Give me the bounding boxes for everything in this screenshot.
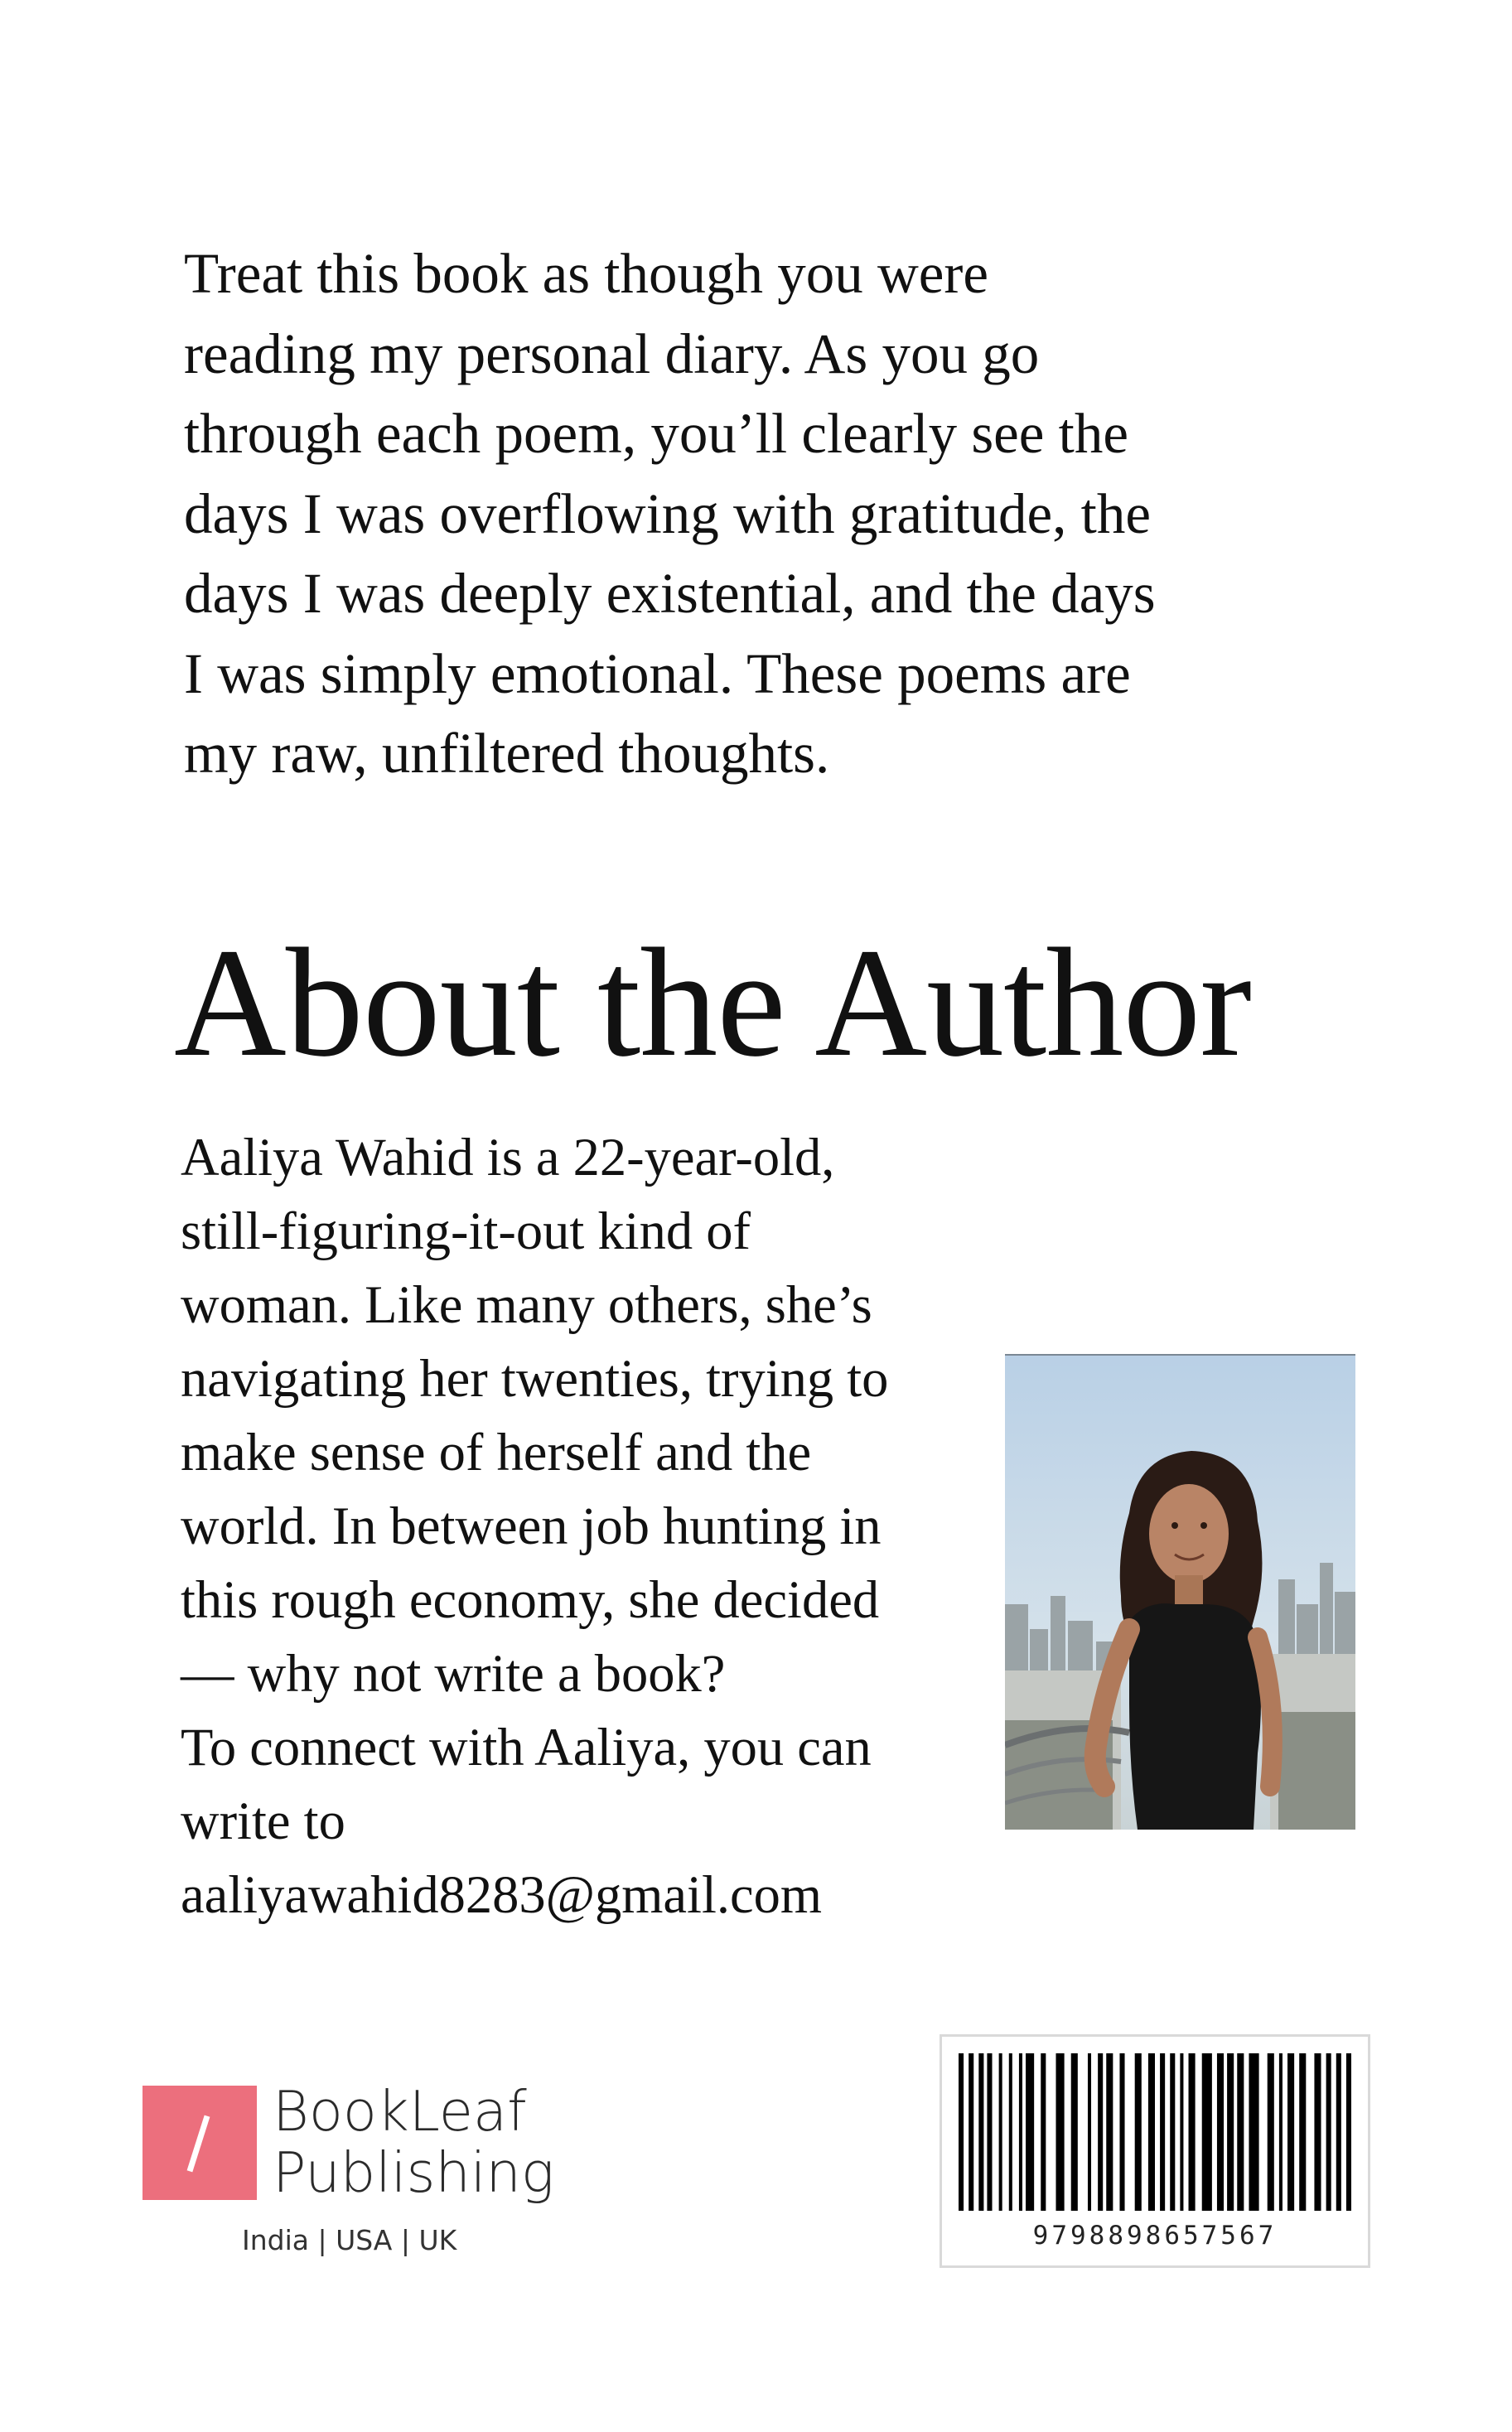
slash-icon (143, 2086, 257, 2200)
barcode-bar (1202, 2053, 1212, 2211)
barcode-bar (1249, 2053, 1258, 2211)
about-author-heading: About the Author (174, 916, 1251, 1089)
blurb-line: days I was overflowing with gratitude, the (184, 481, 1151, 545)
isbn-barcode (940, 2034, 1370, 2268)
barcode-bars (959, 2053, 1351, 2211)
barcode-bar (959, 2053, 964, 2211)
barcode-bar (1237, 2053, 1244, 2211)
bio-line: world. In between job hunting in (181, 1496, 882, 1555)
blurb-line: Treat this book as though you were (184, 242, 989, 305)
bio-line: make sense of herself and the (181, 1423, 812, 1482)
blurb-line: I was simply emotional. These poems are (184, 641, 1131, 705)
publisher-name-line: BookLeaf (273, 2079, 527, 2144)
back-cover-blurb (184, 234, 1261, 794)
bio-line: — why not write a book? (181, 1644, 726, 1703)
barcode-bar (1148, 2053, 1155, 2211)
blurb-line: through each poem, you’ll clearly see the (184, 402, 1128, 465)
barcode-bar (987, 2053, 992, 2211)
barcode-bar (1160, 2053, 1165, 2211)
publisher-name (273, 2081, 554, 2203)
barcode-bar (1346, 2053, 1351, 2211)
bio-line: this rough economy, she decided (181, 1570, 880, 1629)
blurb-line: days I was deeply existential, and the days (184, 562, 1156, 625)
bio-line: still-figuring-it-out kind of (181, 1201, 751, 1260)
barcode-bar (999, 2053, 1002, 2211)
barcode-bar (1009, 2053, 1012, 2211)
bio-line: woman. Like many others, she’s (181, 1275, 872, 1334)
barcode-bar (1019, 2053, 1022, 2211)
bio-line: Aaliya Wahid is a 22-year-old, (181, 1128, 835, 1187)
barcode-bar (1056, 2053, 1064, 2211)
barcode-bar (1299, 2053, 1306, 2211)
barcode-bar (1279, 2053, 1283, 2211)
publisher-regions: India | USA | UK (242, 2224, 457, 2256)
barcode-bar (1106, 2053, 1113, 2211)
barcode-bar (1217, 2053, 1224, 2211)
bio-line: To connect with Aaliya, you can (181, 1718, 872, 1777)
author-photo (1005, 1354, 1355, 1830)
author-bio (181, 1120, 1009, 1932)
barcode-bar (1189, 2053, 1196, 2211)
barcode-bar (1119, 2053, 1124, 2211)
author-email: aaliyawahid8283@gmail.com (181, 1865, 823, 1924)
barcode-bar (1135, 2053, 1142, 2211)
barcode-bar (1326, 2053, 1331, 2211)
barcode-bar (1227, 2053, 1234, 2211)
publisher-logo (143, 2079, 573, 2268)
barcode-bar (969, 2053, 973, 2211)
barcode-bar (978, 2053, 983, 2211)
barcode-bar (1170, 2053, 1175, 2211)
barcode-bar (1041, 2053, 1046, 2211)
bio-line: write to (181, 1791, 345, 1850)
blurb-line: my raw, unfiltered thoughts. (184, 722, 830, 785)
barcode-bar (1026, 2053, 1034, 2211)
barcode-bar (1314, 2053, 1321, 2211)
blurb-line: reading my personal diary. As you go (184, 322, 1040, 385)
barcode-bar (1336, 2053, 1341, 2211)
barcode-bar (1098, 2053, 1103, 2211)
barcode-bar (1088, 2053, 1091, 2211)
barcode-bar (1071, 2053, 1078, 2211)
bio-line: navigating her twenties, trying to (181, 1349, 889, 1408)
isbn-number: 9798898657567 (1032, 2221, 1278, 2251)
barcode-bar (1268, 2053, 1274, 2211)
barcode-bar (1180, 2053, 1183, 2211)
barcode-bar (1287, 2053, 1294, 2211)
publisher-name-line: Publishing (273, 2140, 555, 2205)
